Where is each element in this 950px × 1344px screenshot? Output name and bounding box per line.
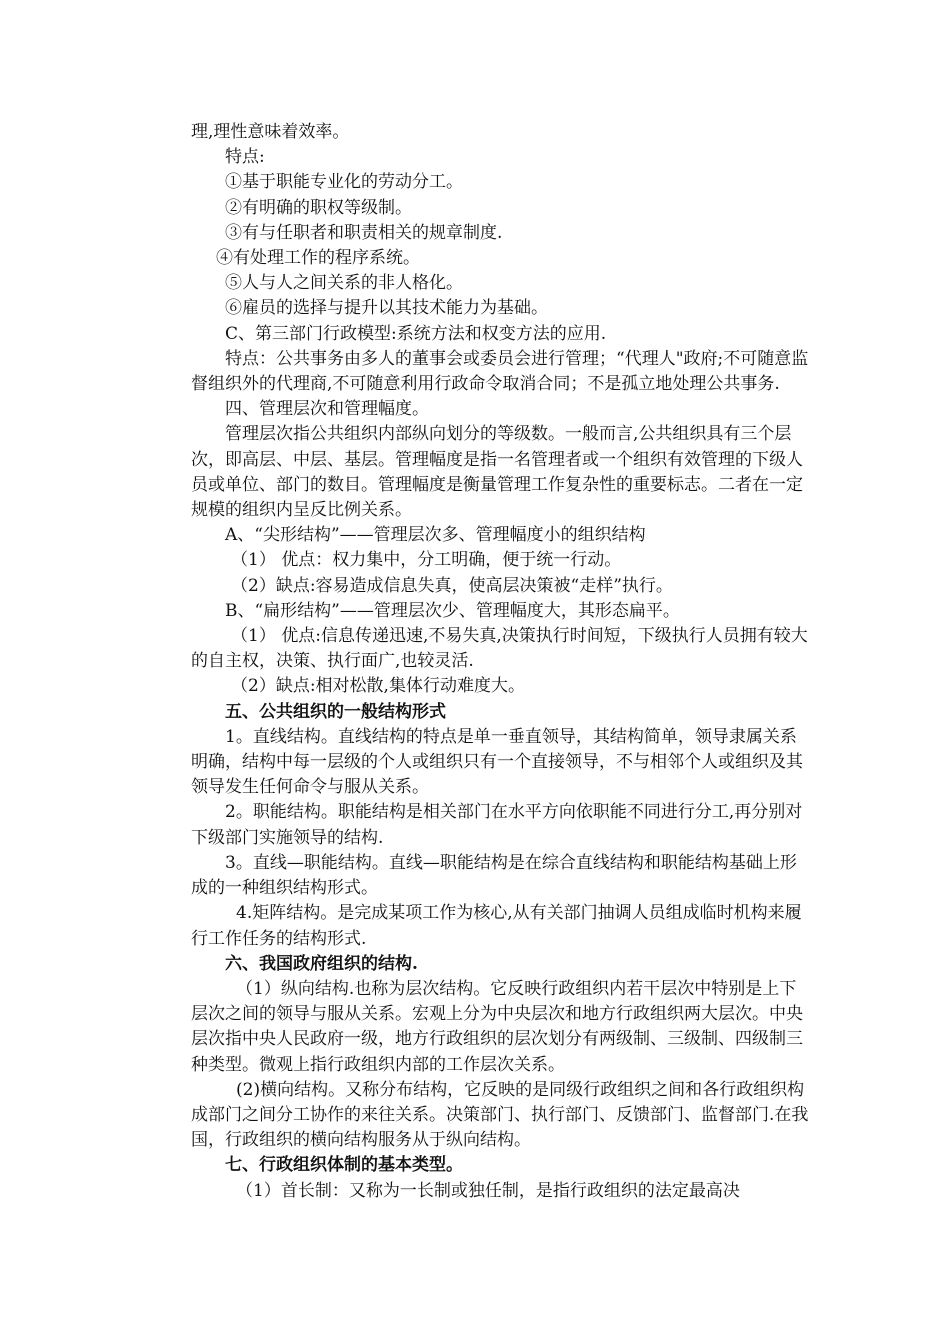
- paragraph: B、“扁形结构”——管理层次少、管理幅度大，其形态扁平。: [225, 600, 680, 621]
- paragraph: 理,理性意味着效率。: [191, 122, 350, 142]
- list-item: （1） 优点：权力集中，分工明确，便于统一行动。: [231, 550, 622, 571]
- paragraph: (2)横向结构。又称分布结构，它反映的是同级行政组织之间和各行政组织构成部门之间分工协作的来往关系。决策部门、执行部门、反馈部门、监督部门.在我国，行政组织的横向结构服务从于纵向结构。: [191, 1079, 809, 1151]
- list-item: ⑤人与人之间关系的非人格化。: [225, 273, 463, 294]
- list-item: ②有明确的职权等级制。: [225, 197, 412, 218]
- list-item: ④有处理工作的程序系统。: [216, 248, 420, 269]
- list-item: ③有与任职者和职责相关的规章制度.: [225, 222, 503, 243]
- section-heading: 五、公共组织的一般结构形式: [225, 701, 446, 722]
- section-heading: 七、行政组织体制的基本类型。: [225, 1155, 463, 1176]
- paragraph: 管理层次指公共组织内部纵向划分的等级数。一般而言,公共组织具有三个层次，即高层、中层、基层。管理幅度是指一名管理者或一个组织有效管理的下级人员或单位、部门的数目。管理幅度是衡量管理工作复杂性的重要标志。二者在一定规模的组织内呈反比例关系。: [191, 424, 803, 521]
- paragraph: 特点:: [225, 147, 265, 168]
- list-item: （1） 优点:信息传递迅速,不易失真,决策执行时间短，下级执行人员拥有较大的自主权，决策、执行面广,也较灵活.: [191, 626, 808, 672]
- list-item: ①基于职能专业化的劳动分工。: [225, 172, 463, 193]
- section-heading: C、第三部门行政模型:系统方法和权变方法的应用.: [225, 323, 607, 344]
- paragraph: 3。直线—职能结构。直线—职能结构是在综合直线结构和职能结构基础上形成的一种组织结构形式。: [191, 852, 797, 899]
- paragraph: 特点：公共事务由多人的董事会或委员会进行管理；“代理人"政府;不可随意监督组织外的代理商,不可随意利用行政命令取消合同；不是孤立地处理公共事务.: [191, 348, 809, 395]
- document-page: [191, 120, 811, 1204]
- paragraph: 4.矩阵结构。是完成某项工作为核心,从有关部门抽调人员组成临时机构来履行工作任务的结构形式.: [191, 903, 802, 949]
- list-item: （2）缺点:相对松散,集体行动难度大。: [231, 676, 525, 697]
- paragraph: A、“尖形结构”——管理层次多、管理幅度小的组织结构: [225, 525, 646, 546]
- paragraph: 1。直线结构。直线结构的特点是单一垂直领导，其结构简单，领导隶属关系明确，结构中每一层级的个人或组织只有一个直接领导，不与相邻个人或组织及其领导发生任何命令与服从关系。: [191, 726, 803, 798]
- section-heading: 四、管理层次和管理幅度。: [225, 399, 429, 420]
- paragraph: （1）首长制：又称为一长制或独任制，是指行政组织的法定最高决: [236, 1180, 740, 1201]
- list-item: ⑥雇员的选择与提升以其技术能力为基础。: [225, 298, 548, 319]
- list-item: （2）缺点:容易造成信息失真，使高层决策被“走样”执行。: [231, 575, 673, 596]
- paragraph: 2。职能结构。职能结构是相关部门在水平方向依职能不同进行分工,再分别对下级部门实施领导的结构.: [191, 802, 803, 848]
- section-heading: 六、我国政府组织的结构.: [225, 953, 418, 974]
- paragraph: （1）纵向结构.也称为层次结构。它反映行政组织内若干层次中特别是上下层次之间的领导与服从关系。宏观上分为中央层次和地方行政组织两大层次。中央层次指中央人民政府一级，地方行政组织的层次划分有两级制、三级制、四级制三种类型。微观上指行政组织内部的工作层次关系。: [191, 978, 803, 1075]
